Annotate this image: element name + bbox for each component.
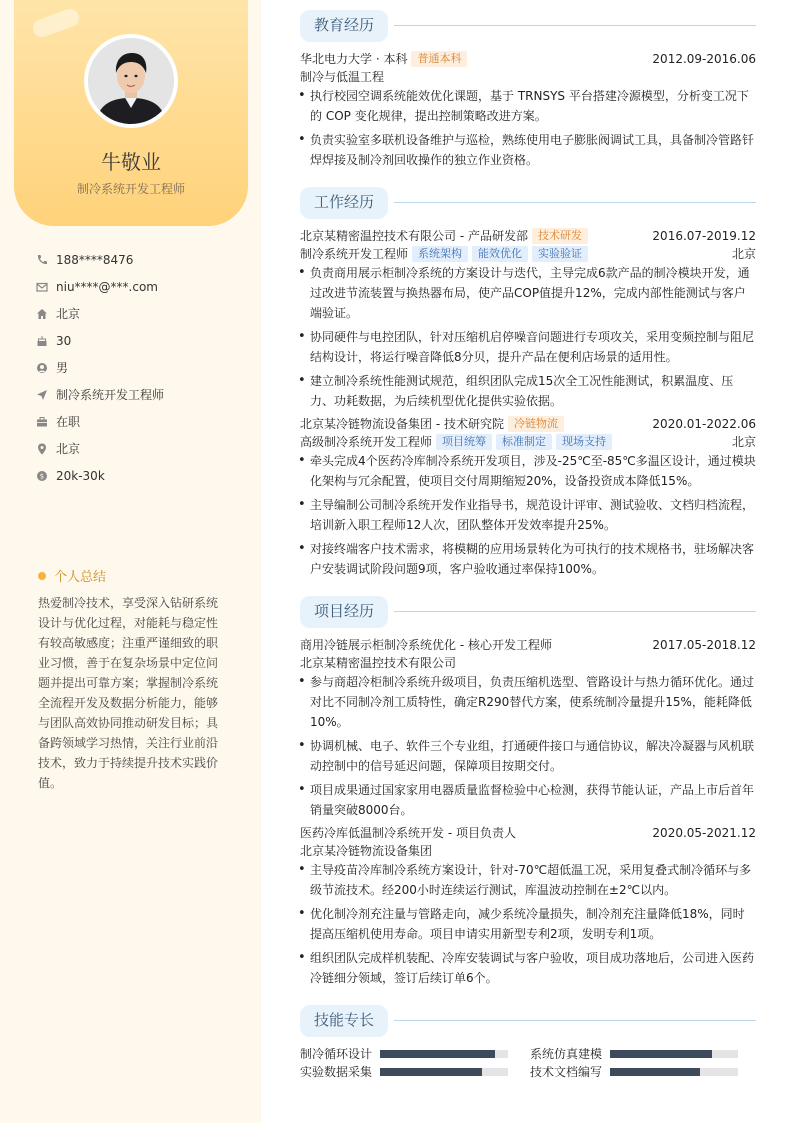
- bullet-dot: [38, 572, 46, 580]
- send-icon: [36, 389, 48, 401]
- job-2-position-row: [300, 433, 756, 451]
- job-location: 北京: [731, 247, 756, 261]
- school-name: 华北电力大学 · 本科: [300, 52, 408, 66]
- project-1-title-row: [300, 636, 756, 654]
- summary-text: 热爱制冷技术，享受深入钻研系统设计与优化过程，对能耗与稳定性有较高敏感度；注重严谨细致的职业习惯，善于在复杂场景中定位问题并提出可靠方案；掌握制冷系统全流程开发及数据分析能力，能够与团队高效协同推动研发目标；具备跨领域学习热情，关注行业前沿技术，致力于持续提升技术实践价值。: [38, 596, 219, 790]
- svg-text:$: $: [39, 472, 45, 481]
- education-date: 2012.09-2016.06: [652, 52, 756, 66]
- candidate-title: 制冷系统开发工程师: [76, 182, 185, 196]
- briefcase-icon: [36, 416, 48, 428]
- work-section-header: [300, 187, 756, 219]
- home-icon: [36, 308, 48, 320]
- job-1-company-row: [300, 227, 756, 245]
- list-item: • 主导编制公司制冷系统开发作业指导书，规范设计评审、测试验收、文档归档流程，培训新入职工程师12人次，团队整体开发效率提升25%。: [300, 495, 756, 535]
- job-location: 北京: [731, 435, 756, 449]
- job-2-company-row: [300, 415, 756, 433]
- skill-bar-fill: [610, 1050, 712, 1058]
- skill-bar-track: [610, 1050, 738, 1058]
- education-school-row: [300, 50, 756, 68]
- project-1-org: 北京某精密温控技术有限公司: [300, 656, 457, 670]
- decorative-pill: [30, 6, 81, 39]
- section-title: 技能专长: [300, 1005, 388, 1037]
- job-2-bullets: [300, 451, 756, 583]
- candidate-name: 牛敬业: [101, 150, 161, 174]
- list-item: • 执行校园空调系统能效优化课题，基于 TRNSYS 平台搭建冷源模型，分析变工况下的 COP 变化规律，提出控制策略改进方案。: [300, 86, 756, 126]
- job-1-bullets: [300, 263, 756, 415]
- company-name: 北京某精密温控技术有限公司 - 产品研发部: [300, 229, 528, 243]
- skill-bar-track: [380, 1068, 508, 1076]
- summary-heading: 个人总结: [38, 566, 106, 585]
- divider: [394, 611, 756, 612]
- skill-tag: 实验验证: [532, 246, 588, 262]
- project-date: 2017.05-2018.12: [652, 638, 756, 652]
- skill-name: 实验数据采集: [300, 1065, 373, 1079]
- project-1-bullets: [300, 672, 756, 824]
- list-item: • 组织团队完成样机装配、冷库安装调试与客户验收，项目成功落地后，公司进入医药冷链细分领域，签订后续订单6个。: [300, 948, 756, 988]
- skill-bar-fill: [380, 1050, 495, 1058]
- skill-name: 系统仿真建模: [530, 1047, 603, 1061]
- skill-item: [300, 1045, 510, 1063]
- skill-bar-fill: [380, 1068, 482, 1076]
- job-badge: 技术研发: [532, 228, 588, 244]
- money-icon: [36, 470, 48, 482]
- list-item: • 参与商超冷柜制冷系统升级项目，负责压缩机选型、管路设计与热力循环优化。通过对比不同制冷剂工质特性，确定R290替代方案，使系统制冷量提升15%，能耗降低10%。: [300, 672, 756, 732]
- sidebar: 牛敬业 制冷系统开发工程师 188****8476 niu****@***.com 北京 30 男 制冷系统开发工程师 在职 北京 $ 20k-30k 个人总结 热爱制冷技术，享受深入钻研系统设计与优化过程，对能耗与稳定性有较高敏感度；注重严谨细致的职业习惯，善于在复杂场景中定位问题并提出可靠方案；掌握制冷系统全流程开发及数据分析能力，能够与团队高效协同推动研发目标；具备跨领域学习热情，关注行业前沿技术，致力于持续提升技术实践价值。: [0, 0, 261, 1123]
- section-title: 项目经历: [300, 596, 388, 628]
- list-item: • 协同硬件与电控团队，针对压缩机启停噪音问题进行专项攻关，采用变频控制与阻尼结构设计，将运行噪音降低8分贝，提升产品在便利店场景的适用性。: [300, 327, 756, 367]
- cake-icon: [36, 335, 48, 347]
- job-date: 2016.07-2019.12: [652, 229, 756, 243]
- skill-name: 制冷循环设计: [300, 1047, 373, 1061]
- education-bullets: [300, 86, 756, 174]
- list-item: • 牵头完成4个医药冷库制冷系统开发项目，涉及-25℃至-85℃多温区设计，通过模块化架构与冗余配置，使项目交付周期缩短20%，设备投资成本降低15%。: [300, 451, 756, 491]
- skill-item: [300, 1063, 510, 1081]
- divider: [394, 25, 756, 26]
- project-2-org: 北京某冷链物流设备集团: [300, 844, 433, 858]
- job-date: 2020.01-2022.06: [652, 417, 756, 431]
- project-name: 商用冷链展示柜制冷系统优化 - 核心开发工程师: [300, 638, 552, 652]
- skill-tag: 项目统筹: [436, 434, 492, 450]
- section-title: 教育经历: [300, 10, 388, 42]
- project-section-header: [300, 596, 756, 628]
- avatar: [88, 38, 174, 124]
- skill-bar-track: [610, 1068, 738, 1076]
- degree-badge: 普通本科: [411, 51, 467, 67]
- divider: [394, 1020, 756, 1021]
- project-date: 2020.05-2021.12: [652, 826, 756, 840]
- list-item: • 协调机械、电子、软件三个专业组，打通硬件接口与通信协议，解决冷凝器与风机联动控制中的信号延迟问题，保障项目按期交付。: [300, 736, 756, 776]
- section-title: 工作经历: [300, 187, 388, 219]
- position-name: 高级制冷系统开发工程师: [300, 435, 433, 449]
- skill-bar-track: [380, 1050, 508, 1058]
- list-item: • 优化制冷剂充注量与管路走向，减少系统冷量损失，制冷剂充注量降低18%，同时提高压缩机使用寿命。项目申请实用新型专利2项，发明专利1项。: [300, 904, 756, 944]
- mail-icon: [36, 281, 48, 293]
- education-major: 制冷与低温工程: [300, 70, 385, 84]
- list-item: • 对接终端客户技术需求，将模糊的应用场景转化为可执行的技术规格书，驻场解决客户安装调试阶段问题9项，客户验收通过率保持100%。: [300, 539, 756, 579]
- list-item: • 负责商用展示柜制冷系统的方案设计与迭代，主导完成6款产品的制冷模块开发，通过改进节流装置与换热器布局，使产品COP值提升12%，完成内部性能测试与客户端验证。: [300, 263, 756, 323]
- project-2-title-row: [300, 824, 756, 842]
- education-section-header: [300, 10, 756, 42]
- gender-icon: [36, 362, 48, 374]
- list-item: • 主导疫苗冷库制冷系统方案设计，针对-70℃超低温工况，采用复叠式制冷循环与多级节流技术。经200小时连续运行测试，库温波动控制在±2℃以内。: [300, 860, 756, 900]
- skill-tag: 现场支持: [556, 434, 612, 450]
- skill-tag: 能效优化: [472, 246, 528, 262]
- list-item: • 负责实验室多联机设备维护与巡检，熟练使用电子膨胀阀调试工具，具备制冷管路钎焊焊接及制冷剂回收操作的独立作业资格。: [300, 130, 756, 170]
- avatar-frame: [84, 34, 178, 128]
- skill-item: [530, 1063, 740, 1081]
- project-name: 医药冷库低温制冷系统开发 - 项目负责人: [300, 826, 516, 840]
- project-2-bullets: [300, 860, 756, 992]
- list-item: • 建立制冷系统性能测试规范，组织团队完成15次全工况性能测试，积累温度、压力、功耗数据，为后续机型优化提供实验依据。: [300, 371, 756, 411]
- location-pin-icon: [36, 443, 48, 455]
- company-name: 北京某冷链物流设备集团 - 技术研究院: [300, 417, 504, 431]
- position-name: 制冷系统开发工程师: [300, 247, 409, 261]
- job-1-position-row: [300, 245, 756, 263]
- phone-icon: [36, 254, 48, 266]
- list-item: • 项目成果通过国家家用电器质量监督检验中心检测，获得节能认证，产品上市后首年销量突破8000台。: [300, 780, 756, 820]
- skill-tag: 标准制定: [496, 434, 552, 450]
- divider: [394, 202, 756, 203]
- skill-item: [530, 1045, 740, 1063]
- skill-name: 技术文档编写: [530, 1065, 603, 1079]
- skill-bar-fill: [610, 1068, 700, 1076]
- profile-card: [14, 0, 248, 226]
- skills-section-header: [300, 1005, 756, 1037]
- skill-tag: 系统架构: [412, 246, 468, 262]
- job-badge: 冷链物流: [508, 416, 564, 432]
